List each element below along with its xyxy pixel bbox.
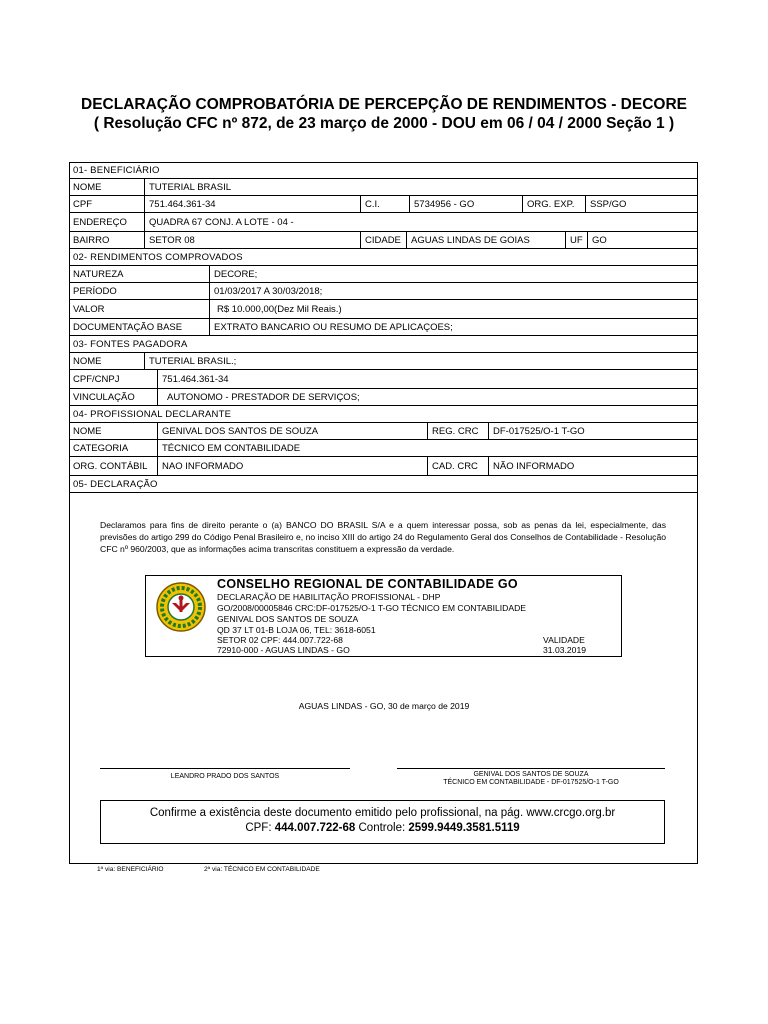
section-header: 05- DECLARAÇÃO — [73, 479, 158, 490]
label-bairro: BAIRRO — [73, 235, 110, 246]
label-nome: NOME — [73, 426, 102, 437]
label-cidade: CIDADE — [360, 232, 406, 249]
section-declaracao-header — [69, 476, 698, 493]
value-cad-crc: NÃO INFORMADO — [488, 457, 698, 476]
label-periodo: PERÍODO — [73, 286, 117, 297]
value-org-exp: SSP/GO — [585, 196, 698, 213]
value-cidade: AGUAS LINDAS DE GOIAS — [406, 232, 565, 249]
label-cpf: CPF — [73, 199, 92, 210]
value-vinculacao: AUTONOMO - PRESTADOR DE SERVIÇOS; — [157, 389, 698, 406]
declaration-text: Declaramos para fins de direito perante o (a) BANCO DO BRASIL S/A e a quem interessar possa, sob as penas da lei, especialmente, das previsões do artigo 299 do Código Penal Brasileiro e, no inciso XIII do artigo 24 do Regulamento Geral dos Conselhos de Contabilidade - Resolução CFC nº 960/2003, que as informações acima transcritas constituem a expressão da verdade. — [100, 520, 666, 554]
stamp-line: SETOR 02 CPF: 444.007.722-68 — [217, 635, 343, 645]
confirmation-box — [100, 800, 665, 844]
label-org-contabil: ORG. CONTÁBIL — [73, 461, 148, 472]
label-vinculacao: VINCULAÇÃO — [73, 392, 135, 403]
label-uf: UF — [565, 232, 587, 249]
row-nome-profissional — [69, 423, 698, 440]
label-categoria: CATEGORIA — [73, 443, 129, 454]
row-documentacao — [69, 319, 698, 336]
stamp-line: 72910-000 - AGUAS LINDAS - GO — [217, 645, 350, 655]
label-ci: C.I. — [360, 196, 409, 213]
label-nome: NOME — [73, 356, 102, 367]
stamp-line: QD 37 LT 01-B LOJA 06, TEL: 3618-6051 — [217, 625, 376, 635]
document-subtitle: ( Resolução CFC nº 872, de 23 março de 2000 - DOU em 06 / 04 / 2000 Seção 1 ) — [93, 115, 675, 132]
row-categoria — [69, 440, 698, 457]
value-documentacao: EXTRATO BANCARIO OU RESUMO DE APLICAÇOES; — [209, 319, 698, 336]
section-header: 02- RENDIMENTOS COMPROVADOS — [73, 252, 243, 263]
row-nome-fonte — [69, 353, 698, 370]
crc-seal-icon — [155, 581, 207, 633]
value-nome-profissional: GENIVAL DOS SANTOS DE SOUZA — [157, 423, 427, 440]
section-profissional-header — [69, 406, 698, 423]
stamp-validade-label: VALIDADE — [543, 635, 585, 645]
section-header: 01- BENEFICIÁRIO — [73, 165, 160, 176]
value-ci: 5734956 - GO — [409, 196, 522, 213]
signature-name-left: LEANDRO PRADO DOS SANTOS — [170, 773, 280, 780]
label-reg-crc: REG. CRC — [427, 423, 488, 440]
cpf-value: 444.007.722-68 — [274, 822, 356, 834]
row-valor — [69, 300, 698, 319]
footer-via-1: 1ª via: BENEFICIÁRIO — [97, 866, 164, 873]
section-header: 03- FONTES PAGADORA — [73, 339, 188, 350]
confirmation-codes — [101, 822, 664, 834]
value-nome-fonte: TUTERIAL BRASIL.; — [144, 353, 698, 370]
signature-line-right — [397, 768, 665, 769]
stamp-line: GO/2008/00005846 CRC:DF-017525/O-1 T-GO TÉCNICO EM CONTABILIDADE — [217, 603, 527, 613]
section-header: 04- PROFISSIONAL DECLARANTE — [73, 409, 232, 420]
controle-label: Controle: — [355, 822, 409, 834]
confirmation-text: Confirme a existência deste documento emitido pelo profissional, na pág. www.crcgo.org.br — [149, 807, 616, 819]
document-title: DECLARAÇÃO COMPROBATÓRIA DE PERCEPÇÃO DE RENDIMENTOS - DECORE — [81, 96, 687, 113]
label-nome: NOME — [73, 182, 102, 193]
value-endereco: QUADRA 67 CONJ. A LOTE - 04 - — [144, 213, 698, 232]
row-natureza — [69, 266, 698, 283]
row-cpf-cnpj — [69, 370, 698, 389]
stamp-line: GENIVAL DOS SANTOS DE SOUZA — [217, 614, 359, 624]
row-org-contabil — [69, 457, 698, 476]
value-categoria: TÉCNICO EM CONTABILIDADE — [157, 440, 698, 457]
crc-stamp — [145, 575, 622, 657]
value-cpf: 751.464.361-34 — [144, 196, 360, 213]
value-bairro: SETOR 08 — [144, 232, 360, 249]
label-cad-crc: CAD. CRC — [427, 457, 488, 476]
label-cpf-cnpj: CPF/CNPJ — [73, 374, 120, 385]
value-nome: TUTERIAL BRASIL — [144, 179, 698, 196]
value-reg-crc: DF-017525/O-1 T-GO — [488, 423, 698, 440]
cpf-label: CPF: — [245, 822, 275, 834]
label-org-exp: ORG. EXP. — [522, 196, 585, 213]
row-periodo — [69, 283, 698, 300]
controle-value: 2599.9449.3581.5119 — [408, 822, 520, 834]
label-documentacao: DOCUMENTAÇÃO BASE — [73, 322, 183, 333]
label-valor: VALOR — [73, 304, 105, 315]
value-uf: GO — [587, 232, 698, 249]
place-and-date: AGUAS LINDAS - GO, 30 de março de 2019 — [298, 701, 470, 711]
value-valor: R$ 10.000,00(Dez Mil Reais.) — [209, 300, 698, 319]
signature-name-right: GENIVAL DOS SANTOS DE SOUZA — [473, 771, 589, 778]
footer-via-2: 2ª via: TÉCNICO EM CONTABILIDADE — [204, 866, 320, 873]
signature-role-right: TÉCNICO EM CONTABILIDADE - DF-017525/O-1 T-GO — [443, 779, 619, 786]
row-endereco — [69, 213, 698, 232]
label-natureza: NATUREZA — [73, 269, 124, 280]
label-endereco: ENDEREÇO — [73, 217, 127, 228]
stamp-validade-date: 31.03.2019 — [543, 645, 587, 655]
value-periodo: 01/03/2017 A 30/03/2018; — [209, 283, 698, 300]
signature-line-left — [100, 768, 350, 769]
value-org-contabil: NAO INFORMADO — [157, 457, 427, 476]
row-vinculacao — [69, 389, 698, 406]
section-fontes-header — [69, 336, 698, 353]
value-natureza: DECORE; — [209, 266, 698, 283]
section-beneficiario-header — [69, 162, 698, 179]
row-cpf-beneficiario — [69, 196, 698, 213]
stamp-line: DECLARAÇÃO DE HABILITAÇÃO PROFISSIONAL - DHP — [217, 592, 441, 602]
value-cpf-cnpj: 751.464.361-34 — [157, 370, 698, 389]
section-rendimentos-header — [69, 249, 698, 266]
row-nome-beneficiario — [69, 179, 698, 196]
stamp-title: CONSELHO REGIONAL DE CONTABILIDADE GO — [217, 577, 518, 591]
row-bairro — [69, 232, 698, 249]
